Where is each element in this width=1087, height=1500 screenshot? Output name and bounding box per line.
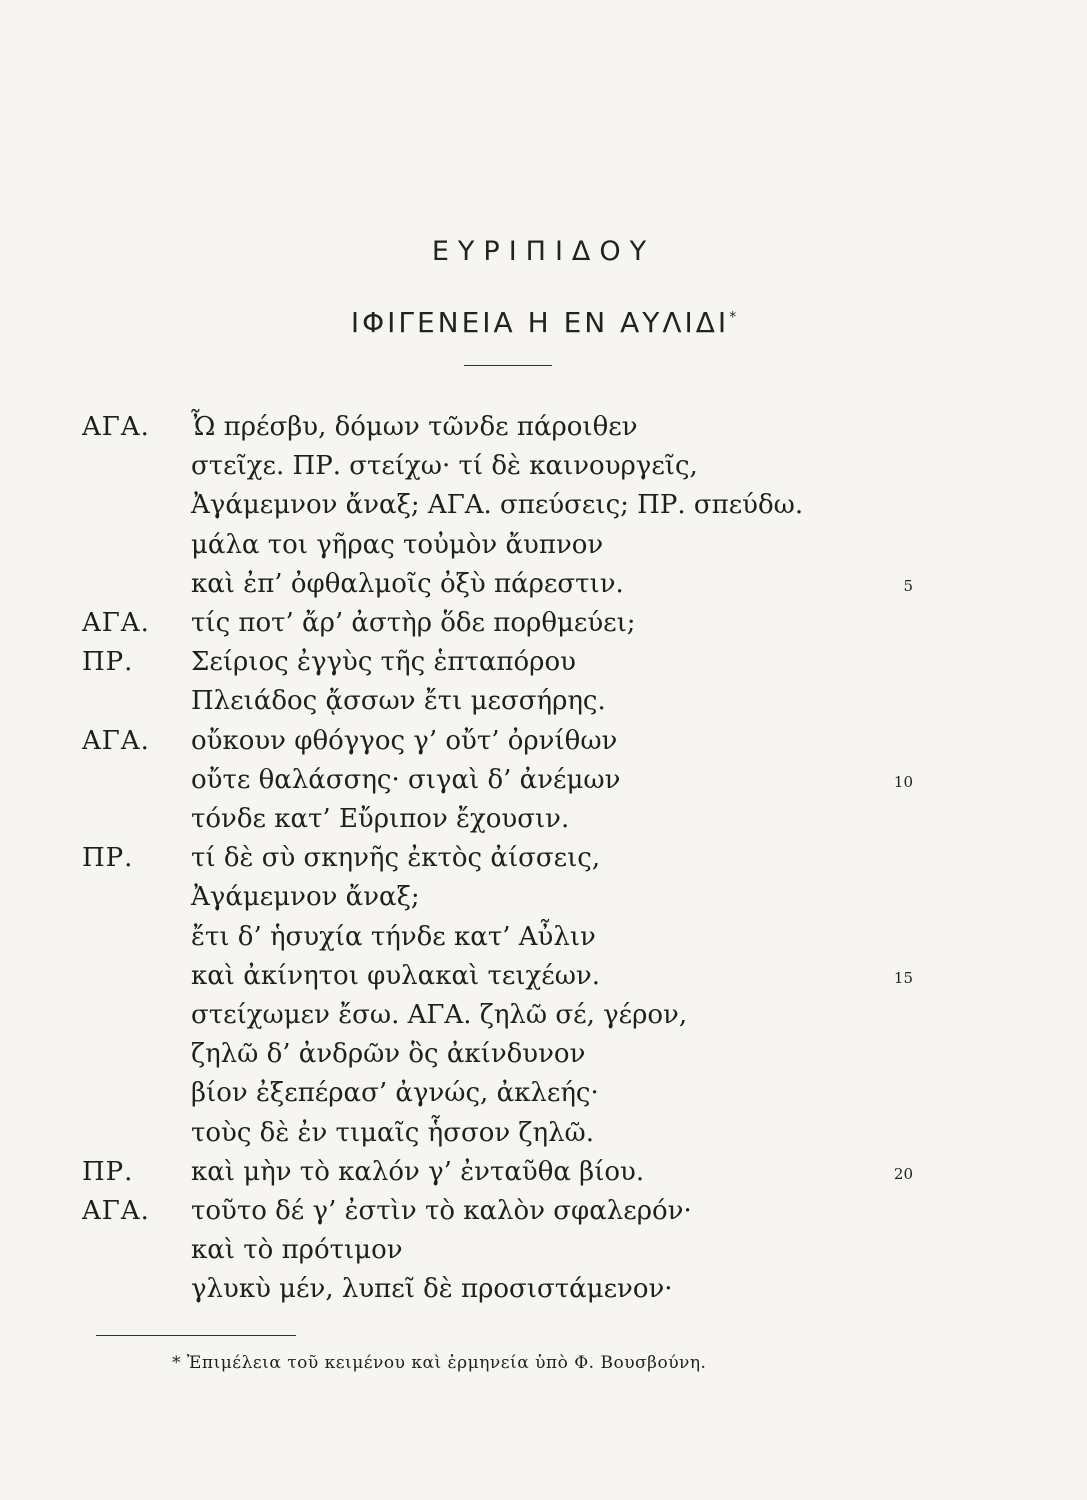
verse-line — [0, 412, 1087, 452]
verse-line — [0, 843, 1087, 883]
verse-text: ἔτι δ’ ἡσυχία τήνδε κατ’ Αὖλιν — [191, 921, 596, 952]
verse-line — [0, 1196, 1087, 1236]
line-number: 10 — [893, 772, 913, 791]
line-number: 15 — [893, 968, 913, 987]
verse-line — [0, 961, 1087, 1001]
verse-line — [0, 1118, 1087, 1158]
speaker-label: ΑΓΑ. — [82, 608, 150, 638]
line-number: 5 — [903, 576, 913, 595]
play-title — [0, 306, 1087, 339]
verse-text: καὶ μὴν τὸ καλόν γ’ ἐνταῦθα βίου. — [191, 1156, 645, 1187]
speaker-label: ΠΡ. — [82, 1156, 134, 1187]
verse-text: οὔκουν φθόγγος γ’ οὔτ’ ὀρνίθων — [191, 725, 618, 756]
verse-line — [0, 882, 1087, 922]
verse-text: Πλειάδος ᾄσσων ἔτι μεσσήρης. — [191, 686, 606, 717]
verse-line — [0, 1000, 1087, 1040]
footnote-rule — [96, 1335, 296, 1336]
speaker-label: ΑΓΑ. — [82, 725, 150, 756]
verse-text: Ἀγάμεμνον ἄναξ; — [191, 882, 420, 913]
verse-line — [0, 1274, 1087, 1314]
verse-line — [0, 1039, 1087, 1079]
verse-line — [0, 1157, 1087, 1197]
author-heading: ΕΥΡΙΠΙΔΟΥ — [431, 236, 656, 267]
speaker-label: ΠΡ. — [82, 647, 134, 678]
verse-text: καὶ ἐπ’ ὀφθαλμοῖς ὀξὺ πάρεστιν. — [191, 568, 624, 599]
verse-line — [0, 804, 1087, 844]
verse-line — [0, 530, 1087, 570]
verse-text: οὔτε θαλάσσης· σιγαὶ δ’ ἀνέμων — [191, 764, 621, 795]
verse-line — [0, 686, 1087, 726]
verse-line — [0, 608, 1087, 648]
verse-text: τοὺς δὲ ἐν τιμαῖς ἧσσον ζηλῶ. — [191, 1117, 595, 1148]
verse-text: τόνδε κατ’ Εὔριπον ἔχουσιν. — [191, 804, 570, 834]
verse-text: στείχωμεν ἔσω. ΑΓΑ. ζηλῶ σέ, γέρον, — [191, 1000, 688, 1030]
verse-text: τίς ποτ’ ἄρ’ ἀστὴρ ὅδε πορθμεύει; — [191, 608, 636, 638]
speaker-label: ΑΓΑ. — [82, 412, 150, 442]
play-title-text: ΙΦΙΓΕΝΕΙΑ Η ΕΝ ΑΥΛΙΔΙ — [350, 306, 730, 339]
verse-line — [0, 765, 1087, 805]
verse-text: βίον ἐξεπέρασ’ ἀγνώς, ἀκλεής· — [191, 1078, 599, 1109]
verse-text: Σείριος ἐγγὺς τῆς ἑπταπόρου — [191, 647, 576, 678]
verse-text: Ἀγάμεμνον ἄναξ; ΑΓΑ. σπεύσεις; ΠΡ. σπεύδω. — [191, 490, 804, 521]
verse-line — [0, 1235, 1087, 1275]
verse-line — [0, 922, 1087, 962]
verse-line — [0, 726, 1087, 766]
verse-line — [0, 1078, 1087, 1118]
verse-text: τοῦτο δέ γ’ ἐστὶν τὸ καλὸν σφαλερόν· — [191, 1196, 692, 1226]
verse-line — [0, 451, 1087, 491]
verse-text: γλυκὺ μέν, λυπεῖ δὲ προσιστάμενον· — [191, 1274, 673, 1305]
verse-text: καὶ τὸ πρότιμον — [191, 1235, 403, 1266]
verse-text: ζηλῶ δ’ ἀνδρῶν ὃς ἀκίνδυνον — [191, 1039, 586, 1070]
verse-line — [0, 569, 1087, 609]
verse-text: Ὦ πρέσβυ, δόμων τῶνδε πάροιθεν — [191, 412, 638, 442]
verse-text: τί δὲ σὺ σκηνῆς ἐκτὸς ἀίσσεις, — [191, 843, 601, 874]
speaker-label: ΠΡ. — [82, 843, 134, 874]
verse-text: στεῖχε. ΠΡ. στείχω· τί δὲ καινουργεῖς, — [191, 451, 698, 482]
verse-line — [0, 490, 1087, 530]
footnote: * Ἐπιμέλεια τοῦ κειμένου καὶ ἑρμηνεία ὑπὸ Φ. Βουσβούνη. — [172, 1353, 707, 1373]
verse-line — [0, 647, 1087, 687]
verse-text: καὶ ἀκίνητοι φυλακαὶ τειχέων. — [191, 960, 601, 991]
title-rule — [464, 365, 552, 366]
speaker-label: ΑΓΑ. — [82, 1196, 150, 1226]
line-number: 20 — [893, 1164, 913, 1183]
footnote-marker: * — [729, 309, 737, 326]
verse-text: μάλα τοι γῆρας τοὐμὸν ἄυπνον — [191, 529, 604, 560]
